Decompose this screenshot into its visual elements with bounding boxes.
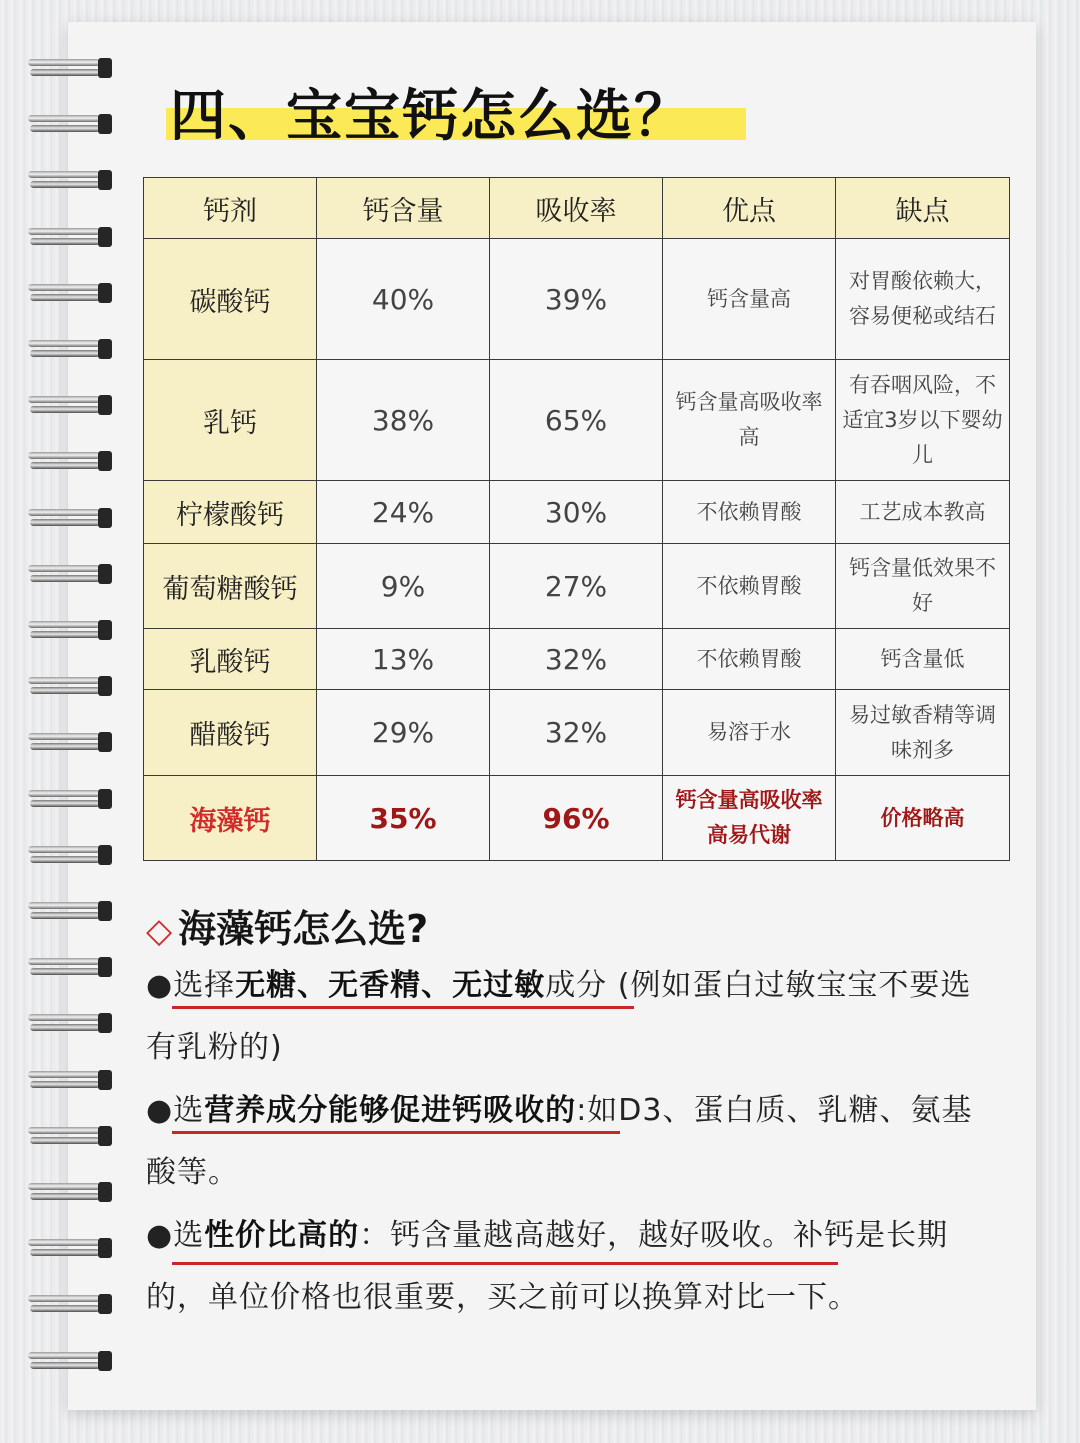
table-row <box>144 239 1010 360</box>
row-cons: 工艺成本教高 <box>836 481 1010 544</box>
spiral-ring <box>28 1068 112 1090</box>
bullet-icon: ● <box>146 968 174 1003</box>
row-name: 醋酸钙 <box>144 690 317 776</box>
tip-item <box>146 1205 1002 1329</box>
row-content: 24% <box>317 481 490 544</box>
tip-prefix: 选 <box>173 1093 205 1128</box>
spiral-ring <box>28 1349 112 1371</box>
spiral-ring <box>28 1292 112 1314</box>
calcium-comparison-table <box>143 177 1010 861</box>
table-row <box>144 690 1010 776</box>
spiral-ring <box>28 112 112 134</box>
row-pros: 不依赖胃酸 <box>663 629 836 690</box>
spiral-ring <box>28 843 112 865</box>
table-row <box>144 481 1010 544</box>
tip-underline <box>172 1131 620 1134</box>
row-cons: 钙含量低效果不好 <box>836 544 1010 629</box>
row-content: 29% <box>317 690 490 776</box>
spiral-ring <box>28 787 112 809</box>
row-name: 乳酸钙 <box>144 629 317 690</box>
row-content: 38% <box>317 360 490 481</box>
spiral-ring <box>28 1236 112 1258</box>
tip-keyword: 性价比高的 <box>204 1218 360 1253</box>
row-absorption: 96% <box>490 776 663 861</box>
table-row <box>144 629 1010 690</box>
spiral-ring <box>28 899 112 921</box>
spiral-ring <box>28 1011 112 1033</box>
spiral-ring <box>28 955 112 977</box>
tip-item <box>146 955 1002 1079</box>
row-name: 海藻钙 <box>144 776 317 861</box>
table-row <box>144 360 1010 481</box>
row-cons: 易过敏香精等调味剂多 <box>836 690 1010 776</box>
row-pros: 不依赖胃酸 <box>663 544 836 629</box>
row-cons: 价格略高 <box>836 776 1010 861</box>
row-absorption: 32% <box>490 690 663 776</box>
section-title: 海藻钙怎么选? <box>178 907 429 951</box>
row-cons: 有吞咽风险，不适宜3岁以下婴幼儿 <box>836 360 1010 481</box>
row-content: 40% <box>317 239 490 360</box>
tip-underline <box>172 1006 634 1009</box>
row-absorption: 39% <box>490 239 663 360</box>
header-cons: 缺点 <box>836 178 1010 239</box>
row-absorption: 27% <box>490 544 663 629</box>
spiral-ring <box>28 1180 112 1202</box>
spiral-ring <box>28 506 112 528</box>
row-cons: 钙含量低 <box>836 629 1010 690</box>
row-name: 柠檬酸钙 <box>144 481 317 544</box>
spiral-ring <box>28 618 112 640</box>
bullet-icon: ● <box>146 1218 174 1253</box>
tip-item <box>146 1080 1002 1204</box>
tip-text: 成分 (例如蛋白过敏宝宝不要选有乳粉的) <box>146 968 972 1065</box>
tip-keyword: 无糖、无香精、无过敏 <box>235 968 546 1003</box>
row-name: 乳钙 <box>144 360 317 481</box>
row-pros: 不依赖胃酸 <box>663 481 836 544</box>
spiral-ring <box>28 562 112 584</box>
row-content: 9% <box>317 544 490 629</box>
spiral-ring <box>28 281 112 303</box>
row-name: 葡萄糖酸钙 <box>144 544 317 629</box>
row-pros: 钙含量高吸收率高易代谢 <box>663 776 836 861</box>
row-pros: 钙含量高吸收率高 <box>663 360 836 481</box>
tip-prefix: 选 <box>173 1218 205 1253</box>
tip-prefix: 选择 <box>173 968 236 1003</box>
table-row-highlighted <box>144 776 1010 861</box>
spiral-ring <box>28 337 112 359</box>
table-row <box>144 544 1010 629</box>
row-absorption: 32% <box>490 629 663 690</box>
spiral-ring <box>28 1124 112 1146</box>
row-content: 13% <box>317 629 490 690</box>
tip-underline <box>172 1262 838 1265</box>
spiral-ring <box>28 56 112 78</box>
row-pros: 易溶于水 <box>663 690 836 776</box>
tip-text: :如D3、蛋白质、乳糖、氨基酸等。 <box>146 1093 973 1190</box>
bullet-icon: ● <box>146 1093 174 1128</box>
row-content: 35% <box>317 776 490 861</box>
row-pros: 钙含量高 <box>663 239 836 360</box>
spiral-ring <box>28 225 112 247</box>
row-name: 碳酸钙 <box>144 239 317 360</box>
row-absorption: 65% <box>490 360 663 481</box>
table-header-row <box>144 178 1010 239</box>
spiral-ring <box>28 730 112 752</box>
row-absorption: 30% <box>490 481 663 544</box>
tip-keyword: 营养成分能够促进钙吸收的 <box>204 1093 577 1128</box>
header-content: 钙含量 <box>317 178 490 239</box>
spiral-ring <box>28 168 112 190</box>
page-title: 四、宝宝钙怎么选？ <box>170 84 692 149</box>
tip-text: ：钙含量越高越好，越好吸收。补钙是长期的，单位价格也很重要，买之前可以换算对比一下。 <box>146 1218 949 1315</box>
spiral-ring <box>28 449 112 471</box>
header-agent: 钙剂 <box>144 178 317 239</box>
spiral-ring <box>28 393 112 415</box>
row-cons: 对胃酸依赖大，容易便秘或结石 <box>836 239 1010 360</box>
header-absorption: 吸收率 <box>490 178 663 239</box>
spiral-ring <box>28 674 112 696</box>
diamond-icon: ◇ <box>146 911 173 951</box>
section-heading <box>146 898 428 953</box>
header-pros: 优点 <box>663 178 836 239</box>
